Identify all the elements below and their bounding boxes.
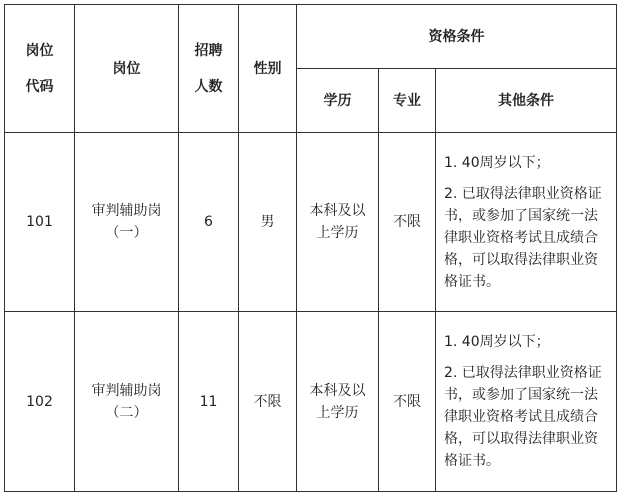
post-code-cell: 102	[5, 312, 75, 492]
condition-certificate: 2. 已取得法律职业资格证书，或参加了国家统一法律职业资格考试且成绩合格，可以取得法律职业资格证书。	[444, 365, 602, 469]
recruit-count-cell: 6	[179, 133, 239, 312]
post-name-cell: 审判辅助岗 （二）	[75, 312, 179, 492]
other-conditions-cell	[436, 133, 617, 312]
recruit-count-cell: 11	[179, 312, 239, 492]
education-cell: 本科及以 上学历	[297, 312, 379, 492]
post-code-cell: 101	[5, 133, 75, 312]
gender-cell: 不限	[239, 312, 297, 492]
condition-age: 1. 40周岁以下；	[444, 154, 550, 171]
major-cell: 不限	[379, 312, 436, 492]
header-major: 专业	[379, 69, 436, 133]
header-recruit-count: 招聘 人数	[179, 5, 239, 133]
post-name-cell: 审判辅助岗 （一）	[75, 133, 179, 312]
condition-age: 1. 40周岁以下；	[444, 334, 550, 350]
header-other-conditions: 其他条件	[436, 69, 617, 133]
header-gender: 性别	[239, 5, 297, 133]
recruitment-table	[4, 4, 617, 492]
gender-cell: 男	[239, 133, 297, 312]
education-cell: 本科及以 上学历	[297, 133, 379, 312]
header-post: 岗位	[75, 5, 179, 133]
table-row	[5, 133, 617, 312]
header-education: 学历	[297, 69, 379, 133]
table-row	[5, 312, 617, 492]
header-row-1	[5, 5, 617, 69]
other-conditions-cell	[436, 312, 617, 492]
header-qualifications: 资格条件	[297, 5, 617, 69]
header-post-code: 岗位 代码	[5, 5, 75, 133]
major-cell: 不限	[379, 133, 436, 312]
condition-certificate: 2. 已取得法律职业资格证书，或参加了国家统一法律职业资格考试且成绩合格，可以取得法律职业资格证书。	[444, 185, 602, 290]
